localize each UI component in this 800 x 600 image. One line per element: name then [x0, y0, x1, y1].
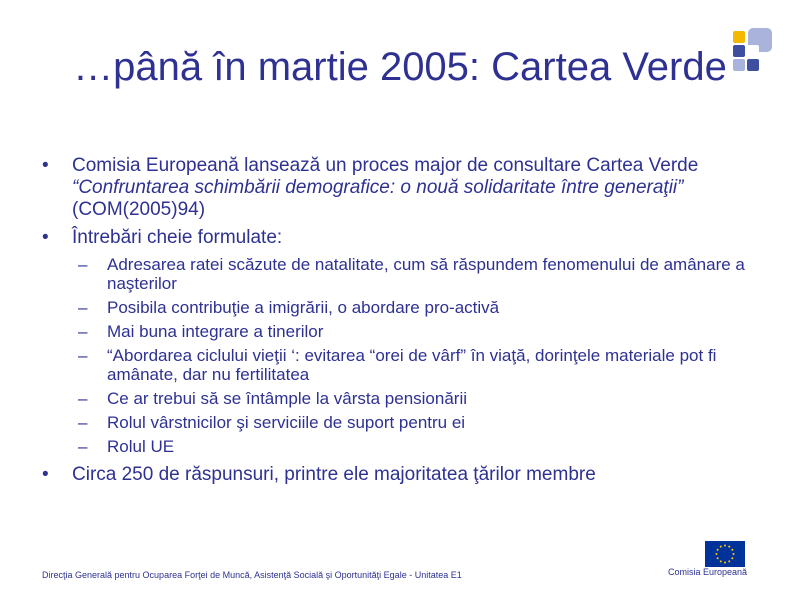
sub-bullet-text: Rolul UE: [107, 437, 175, 456]
green-paper-title: “Confruntarea schimbării demografice: o nouă solidaritate între generaţii”: [72, 177, 684, 198]
sub-bullet-item: [40, 437, 760, 456]
dash-marker: –: [78, 437, 88, 456]
sub-bullet-list: [40, 255, 760, 456]
dash-marker: –: [78, 322, 88, 341]
dash-marker: –: [78, 413, 88, 432]
sub-bullet-text: Ce ar trebui să se întâmple la vârsta pensionării: [107, 389, 468, 408]
sub-bullet-text: Rolul vârstnicilor şi serviciile de suport pentru ei: [107, 413, 466, 432]
footer-directorate: Direcţia Generală pentru Ocuparea Forţei de Muncă, Asistenţă Socială şi Oportunităţi Egale - Unitatea E1: [42, 570, 462, 580]
sub-bullet-text: Posibila contribuţie a imigrării, o abordare pro-activă: [107, 298, 500, 317]
bullet-item: [40, 464, 760, 486]
sub-bullet-text: Adresarea ratei scăzute de natalitate, cum să răspundem fenomenului de amânare a naşterilor: [107, 255, 745, 293]
bullet-text: Circa 250 de răspunsuri, printre ele majoritatea ţărilor membre: [72, 464, 596, 485]
sub-bullet-item: [40, 389, 760, 408]
eu-flag-icon: [705, 541, 745, 567]
sub-bullet-item: [40, 298, 760, 317]
sub-bullet-item: [40, 346, 760, 384]
dash-marker: –: [78, 298, 88, 317]
squares-logo-icon: [730, 28, 774, 72]
bullet-text: Comisia Europeană lansează un proces major de consultare Cartea Verde: [72, 155, 699, 176]
sub-bullet-text: Mai buna integrare a tinerilor: [107, 322, 324, 341]
sub-bullet-item: [40, 255, 760, 293]
dash-marker: –: [78, 255, 88, 274]
dash-marker: –: [78, 346, 88, 365]
bullet-marker: •: [42, 155, 49, 176]
bullet-item: [40, 155, 760, 221]
slide-title: …până în martie 2005: Cartea Verde: [73, 45, 727, 89]
bullet-item: [40, 227, 760, 249]
sub-bullet-item: [40, 413, 760, 432]
sub-bullet-text: “Abordarea ciclului vieţii ‘: evitarea “orei de vârf” în viaţă, dorinţele materiale pot fi amânate, dar nu fertilitatea: [107, 346, 717, 384]
dash-marker: –: [78, 389, 88, 408]
slide-content: [40, 155, 760, 492]
bullet-text-end: (COM(2005)94): [72, 199, 206, 220]
bullet-text: Întrebări cheie formulate:: [72, 227, 283, 248]
bullet-marker: •: [42, 464, 49, 485]
european-commission-label: Comisia Europeană: [668, 567, 748, 577]
bullet-marker: •: [42, 227, 49, 248]
sub-bullet-item: [40, 322, 760, 341]
